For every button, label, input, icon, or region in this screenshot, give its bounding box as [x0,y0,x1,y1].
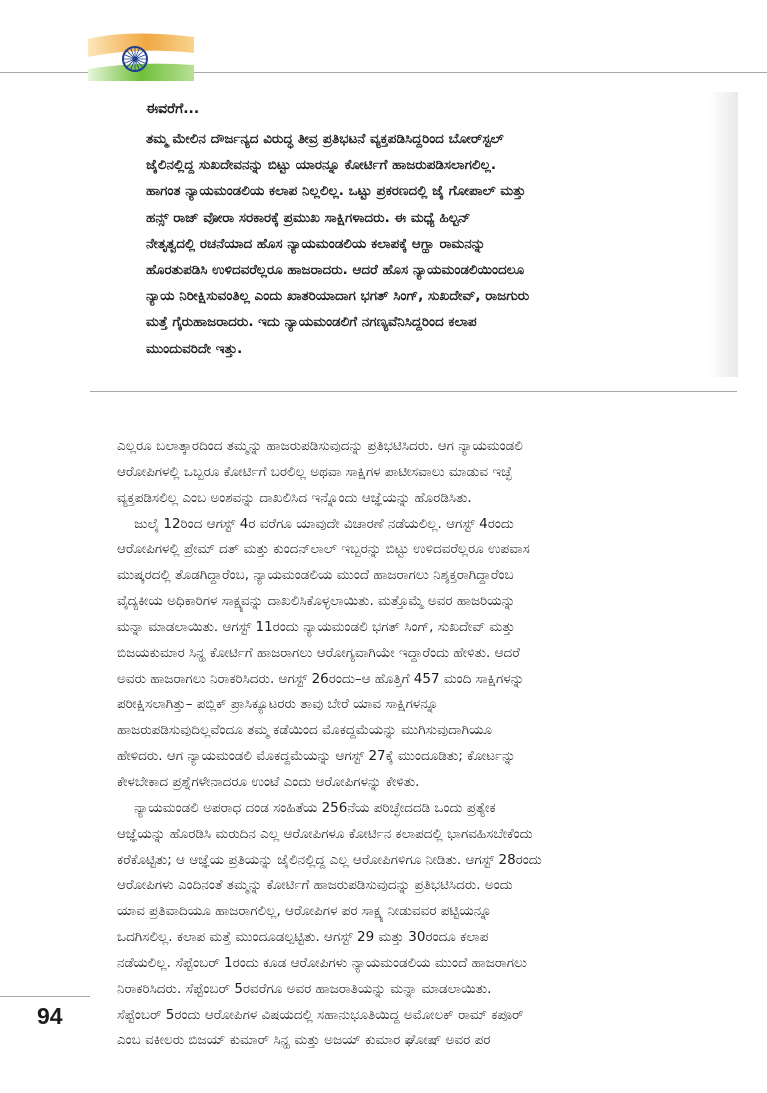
footer-rule [0,996,90,997]
body-line: ವ್ಯಕ್ತಪಡಿಸಲಿಲ್ಲ ಎಂಬ ಅಂಶವನ್ನು ದಾಖಲಿಸಿದ ಇನ್ನೊಂದು ಆಜ್ಞೆಯನ್ನು ಹೊರಡಿಸಿತು. [117,489,472,506]
body-line: ಯಾವ ಪ್ರತಿವಾದಿಯೂ ಹಾಜರಾಗಲಿಲ್ಲ, ಆರೋಪಿಗಳ ಪರ ಸಾಕ್ಷ್ಯ ನೀಡುವವರ ಪಟ್ಟಿಯನ್ನೂ [117,903,492,920]
body-line: ನಡೆಯಲಿಲ್ಲ. ಸೆಪ್ಟೆಂಬರ್ 1ರಂದು ಕೂಡ ಆರೋಪಿಗಳು ನ್ಯಾಯಮಂಡಲಿಯ ಮುಂದೆ ಹಾಜರಾಗಲು [117,954,528,971]
body-line: ಕರೆಕೊಟ್ಟಿತು; ಆ ಆಜ್ಞೆಯ ಪ್ರತಿಯನ್ನು ಜೈಲಿನಲ್ಲಿದ್ದ ಎಲ್ಲ ಆರೋಪಿಗಳಿಗೂ ನೀಡಿತು. ಆಗಸ್ಟ್ 28ರಂದು [117,851,542,868]
body-line: ಮನ್ನಾ ಮಾಡಲಾಯಿತು. ಆಗಸ್ಟ್ 11ರಂದು ನ್ಯಾಯಮಂಡಲಿ ಭಗತ್ ಸಿಂಗ್, ಸುಖದೇವ್ ಮತ್ತು [117,618,515,635]
summary-line: ಮತ್ತೆ ಗೈರುಹಾಜರಾದರು. ಇದು ನ್ಯಾಯಮಂಡಲಿಗೆ ನಗಣ್ಯವೆನಿಸಿದ್ದರಿಂದ ಕಲಾಪ [146,314,477,331]
body-line: ಆರೋಪಿಗಳಲ್ಲಿ ಒಬ್ಬರೂ ಕೋರ್ಟಿಗೆ ಬರಲಿಲ್ಲ ಅಥವಾ ಸಾಕ್ಷಿಗಳ ಪಾಟೀಸವಾಲು ಮಾಡುವ ಇಚ್ಛೆ [117,463,512,480]
body-line: ಬಿಜಯಕುಮಾರ ಸಿನ್ಹ ಕೋರ್ಟಿಗೆ ಹಾಜರಾಗಲು ಆರೋಗ್ಯವಾಗಿಯೇ ಇದ್ದಾರೆಂದು ಹೇಳಿತು. ಆದರೆ [117,644,520,661]
body-line: ವೈದ್ಯಕೀಯ ಅಧಿಕಾರಿಗಳ ಸಾಕ್ಷ್ಯವನ್ನು ದಾಖಲಿಸಿಕೊಳ್ಳಲಾಯಿತು. ಮತ್ತೊಮ್ಮೆ ಅವರ ಹಾಜರಿಯನ್ನು [117,593,516,610]
body-line: ಮುಷ್ಕರದಲ್ಲಿ ತೊಡಗಿದ್ದಾರೆಂಬ, ನ್ಯಾಯಮಂಡಲಿಯ ಮುಂದೆ ಹಾಜರಾಗಲು ನಿಶ್ಶಕ್ತರಾಗಿದ್ದಾರೆಂಬ [117,567,514,584]
summary-line: ಹಾಗಂತ ನ್ಯಾಯಮಂಡಲಿಯ ಕಲಾಪ ನಿಲ್ಲಲಿಲ್ಲ. ಒಟ್ಟು ಪ್ರಕರಣದಲ್ಲಿ ಜೈ ಗೋಪಾಲ್ ಮತ್ತು [146,183,526,200]
body-line: ಅವರು ಹಾಜರಾಗಲು ನಿರಾಕರಿಸಿದರು. ಆಗಸ್ಟ್ 26ರಂದು–ಆ ಹೊತ್ತಿಗೆ 457 ಮಂದಿ ಸಾಕ್ಷಿಗಳನ್ನು [117,670,525,687]
summary-box-shadow [708,92,738,377]
body-line: ಕೇಳಬೇಕಾದ ಪ್ರಶ್ನೆಗಳೇನಾದರೂ ಉಂಟೆ ಎಂದು ಆರೋಪಿಗಳನ್ನು ಕೇಳಿತು. [117,773,420,790]
body-line: ಒದಗಿಸಲಿಲ್ಲ. ಕಲಾಪ ಮತ್ತೆ ಮುಂದೂಡಲ್ಪಟ್ಟಿತು. ಆಗಸ್ಟ್ 29 ಮತ್ತು 30ರಂದೂ ಕಲಾಪ [117,929,489,946]
summary-line: ಜೈಲಿನಲ್ಲಿದ್ದ ಸುಖದೇವನನ್ನು ಬಿಟ್ಟು ಯಾರನ್ನೂ ಕೋರ್ಟಿಗೆ ಹಾಜರುಪಡಿಸಲಾಗಲಿಲ್ಲ. [146,157,496,174]
summary-line: ಮುಂದುವರಿದೇ ಇತ್ತು. [146,340,243,357]
summary-line: ನ್ಯಾಯ ನಿರೀಕ್ಷಿಸುವಂತಿಲ್ಲ ಎಂದು ಖಾತರಿಯಾದಾಗ ಭಗತ್ ಸಿಂಗ್, ಸುಖದೇವ್, ರಾಜಗುರು [146,288,530,305]
body-line: ಹೇಳಿದರು. ಆಗ ನ್ಯಾಯಮಂಡಲಿ ಮೊಕದ್ದಮೆಯನ್ನು ಆಗಸ್ಟ್ 27ಕ್ಕೆ ಮುಂದೂಡಿತು; ಕೋರ್ಟನ್ನು [117,748,516,765]
indian-flag-ashoka-chakra-icon [88,33,194,81]
summary-line: ತಮ್ಮ ಮೇಲಿನ ದೌರ್ಜನ್ಯದ ವಿರುದ್ಧ ತೀವ್ರ ಪ್ರತಿಭಟನೆ ವ್ಯಕ್ತಪಡಿಸಿದ್ದರಿಂದ ಬೋರ್‌ಸ್ಟಲ್ [146,131,504,147]
summary-kicker: ಈವರೆಗೆ... [146,101,200,117]
page-number: 94 [37,1003,63,1029]
body-line: ಆಜ್ಞೆಯನ್ನು ಹೊರಡಿಸಿ ಮರುದಿನ ಎಲ್ಲ ಆರೋಪಿಗಳೂ ಕೋರ್ಟಿನ ಕಲಾಪದಲ್ಲಿ ಭಾಗವಹಿಸಬೇಕೆಂದು [117,825,533,842]
body-line: ಹಾಜರುಪಡಿಸುವುದಿಲ್ಲವೆಂದೂ ತಮ್ಮ ಕಡೆಯಿಂದ ಮೊಕದ್ದಮೆಯನ್ನು ಮುಗಿಸುವುದಾಗಿಯೂ [117,722,493,739]
summary-text [146,126,706,362]
body-line: ನಿರಾಕರಿಸಿದರು. ಸೆಪ್ಟೆಂಬರ್ 5ರವರೆಗೂ ಅವರ ಹಾಜರಾತಿಯನ್ನು ಮನ್ನಾ ಮಾಡಲಾಯಿತು. [117,980,492,997]
body-line: ಸೆಪ್ಟೆಂಬರ್ 5ರಂದು ಆರೋಪಿಗಳ ವಿಷಯದಲ್ಲಿ ಸಹಾನುಭೂತಿಯಿದ್ದ ಅಮೋಲಕ್ ರಾಮ್ ಕಪೂರ್ [117,1006,524,1023]
section-divider [90,391,737,392]
body-line: ಎಲ್ಲರೂ ಬಲಾತ್ಕಾರದಿಂದ ತಮ್ಮನ್ನು ಹಾಜರುಪಡಿಸುವುದನ್ನು ಪ್ರತಿಭಟಿಸಿದರು. ಆಗ ನ್ಯಾಯಮಂಡಲಿ [117,438,523,454]
summary-line: ಹನ್ಸ್ ರಾಜ್ ವೋರಾ ಸರಕಾರಕ್ಕೆ ಪ್ರಮುಖ ಸಾಕ್ಷಿಗಳಾದರು. ಈ ಮಧ್ಯೆ ಹಿಲ್ಟನ್ [146,209,471,226]
summary-line: ಹೊರತುಪಡಿಸಿ ಉಳಿದವರೆಲ್ಲರೂ ಹಾಜರಾದರು. ಆದರೆ ಹೊಸ ನ್ಯಾಯಮಂಡಲಿಯಿಂದಲೂ [146,262,525,279]
body-line: ನ್ಯಾಯಮಂಡಲಿ ಅಪರಾಧ ದಂಡ ಸಂಹಿತೆಯ 256ನೆಯ ಪರಿಚ್ಛೇದದಡಿ ಒಂದು ಪ್ರತ್ಯೇಕ [117,799,496,816]
body-text [117,434,737,1054]
body-line: ಜುಲೈ 12ರಿಂದ ಆಗಸ್ಟ್ 4ರ ವರೆಗೂ ಯಾವುದೇ ವಿಚಾರಣೆ ನಡೆಯಲಿಲ್ಲ. ಆಗಸ್ಟ್ 4ರಂದು [117,515,514,532]
body-line: ಆರೋಪಿಗಳು ಎಂದಿನಂತೆ ತಮ್ಮನ್ನು ಕೋರ್ಟಿಗೆ ಹಾಜರುಪಡಿಸುವುದನ್ನು ಪ್ರತಿಭಟಿಸಿದರು. ಅಂದು [117,877,513,894]
body-line: ಆರೋಪಿಗಳಲ್ಲಿ ಪ್ರೇಮ್ ದತ್ ಮತ್ತು ಕುಂದನ್‌ಲಾಲ್ ಇಬ್ಬರನ್ನು ಬಿಟ್ಟು ಉಳಿದವರೆಲ್ಲರೂ ಉಪವಾಸ [117,541,530,558]
body-line: ಪರೀಕ್ಷಿಸಲಾಗಿತ್ತು– ಪಬ್ಲಿಕ್ ಪ್ರಾಸಿಕ್ಯೂಟರರು ತಾವು ಬೇರೆ ಯಾವ ಸಾಕ್ಷಿಗಳನ್ನೂ [117,696,439,713]
body-line: ಎಂಬ ವಕೀಲರು ಬಿಜಯ್ ಕುಮಾರ್ ಸಿನ್ಹ ಮತ್ತು ಅಜಯ್ ಕುಮಾರ ಘೋಷ್ ಅವರ ಪರ [117,1032,491,1049]
summary-line: ನೇತೃತ್ವದಲ್ಲಿ ರಚನೆಯಾದ ಹೊಸ ನ್ಯಾಯಮಂಡಲಿಯ ಕಲಾಪಕ್ಕೆ ಆಗ್ಹಾ ರಾಮನನ್ನು [146,235,486,252]
